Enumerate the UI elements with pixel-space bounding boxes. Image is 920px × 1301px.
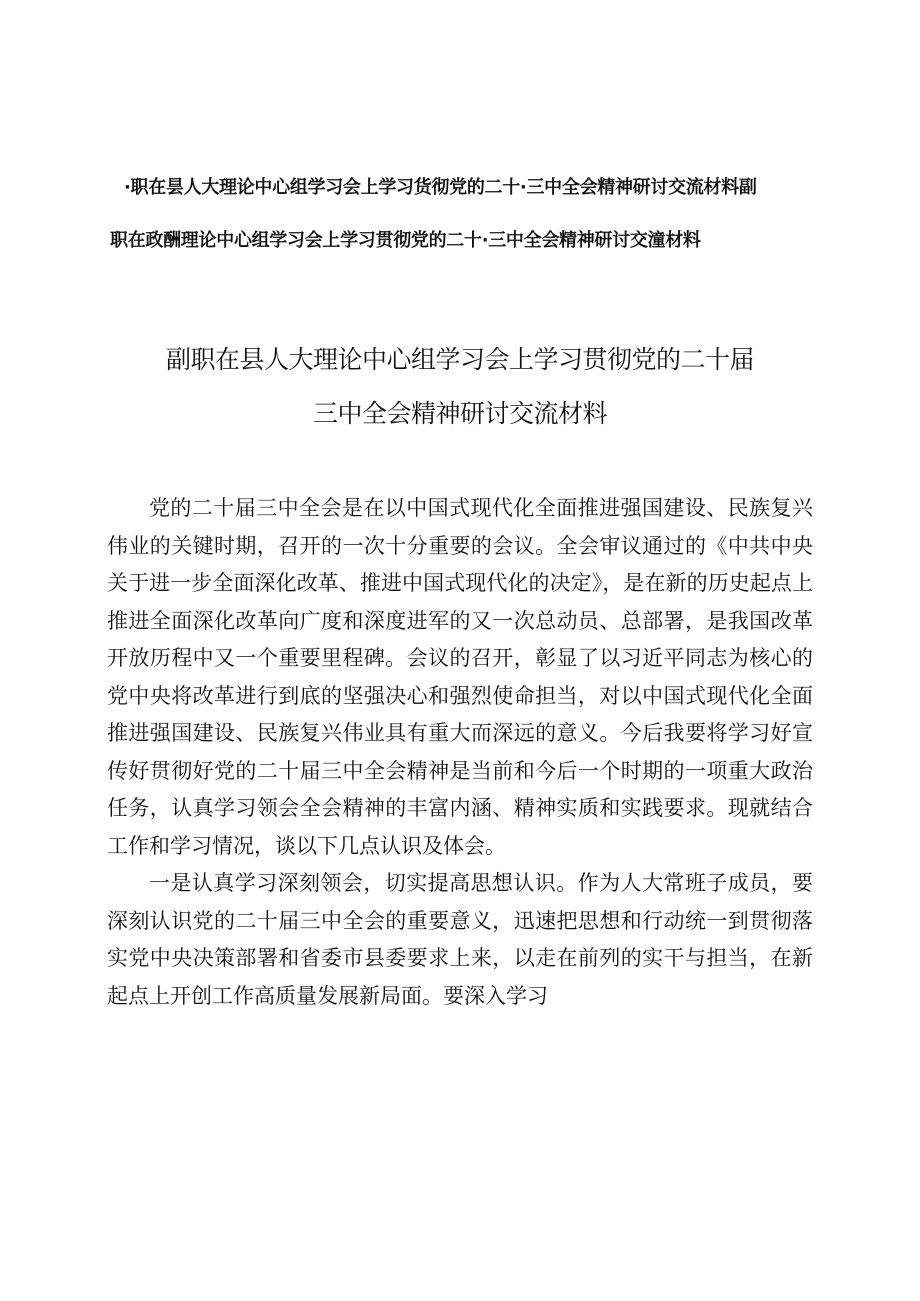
document-title-line-2: 三中全会精神研讨交流材料 [312, 399, 607, 428]
document-body [107, 490, 813, 1015]
body-paragraph-2: 一是认真学习深刻领会，切实提高思想认识。作为人大常班子成员，要深刻认识党的二十届三中全会的重要意义，迅速把思想和行动统一到贯彻落实党中央决策部署和省委市县委要求上来，以走在前列的实干与担当，在新起点上开创工作高质量发展新局面。要深入学习 [107, 871, 813, 1008]
toc-line-2: 职在政酬理论中心组学习会上学习贯彻党的二十·三中全会精神研讨交潼材料 [110, 230, 701, 251]
document-title-line-1: 副职在县人大理论中心组学习会上学习贯彻党的二十届 [165, 345, 754, 374]
toc-line-1: ·职在昙人大理论中心组学习会上学习货彻党的二十·三中全会精神研讨交流材料副 [124, 177, 757, 198]
body-paragraph-1: 党的二十届三中全会是在以中国式现代化全面推进强国建设、民族复兴伟业的关键时期，召开的一次十分重要的会议。全会审议通过的《中共中央关于进一步全面深化改革、推进中国式现代化的决定》，是在新的历史起点上推进全面深化改革向广度和深度进军的又一次总动员、总部署，是我国改革开放历程中又一个重要里程碑。会议的召开，彰显了以习近平同志为核心的党中央将改革进行到底的坚强决心和强烈使命担当，对以中国式现代化全面推进强国建设、民族复兴伟业具有重大而深远的意义。今后我要将学习好宣传好贯彻好党的二十届三中全会精神是当前和今后一个时期的一项重大政治任务，认真学习领会全会精神的丰富内涵、精神实质和实践要求。现就结合工作和学习情况，谈以下几点认识及体会。 [107, 496, 813, 858]
table-of-contents [110, 178, 810, 251]
